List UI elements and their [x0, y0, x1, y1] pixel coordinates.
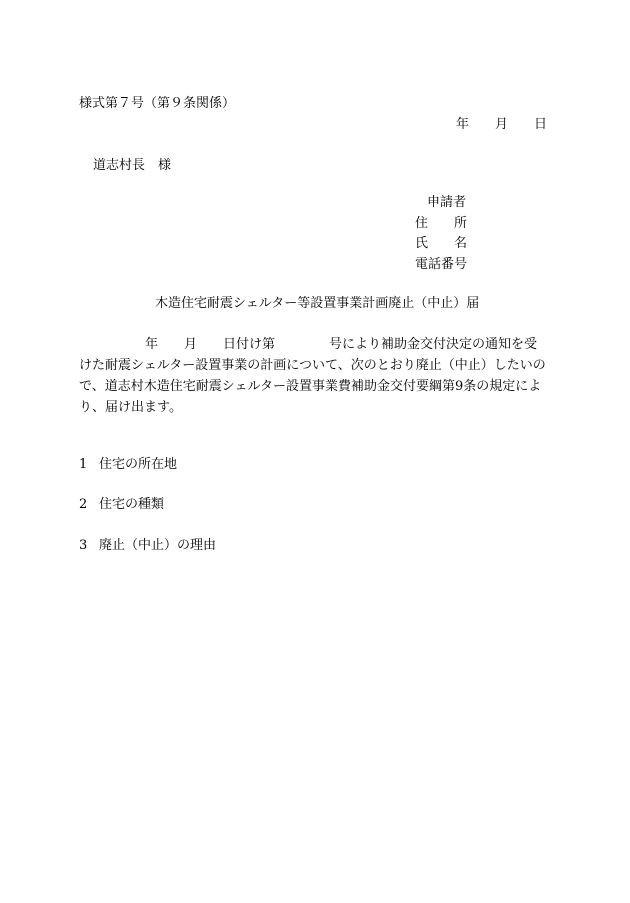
body-line1-rest: 号により補助金交付決定の通知を受 — [329, 337, 538, 352]
date-year: 年 — [456, 117, 470, 132]
list-item-number: 1 — [79, 457, 88, 472]
date-month: 月 — [495, 117, 509, 132]
list-item — [79, 539, 216, 552]
list-item-label: 廃止（中止）の理由 — [99, 538, 217, 553]
list-item-label: 住宅の種類 — [99, 497, 165, 512]
list-item — [79, 458, 177, 471]
applicant-phone-label: 電話番号 — [415, 257, 468, 272]
body-line-2: けた耐震シェルター設置事業の計画について、次のとおり廃止（中止）したいの — [79, 358, 546, 373]
date-line — [456, 118, 547, 131]
body-line-4: り、届け出ます。 — [79, 400, 182, 415]
form-number: 様式第７号（第９条関係） — [79, 96, 236, 111]
body-month: 月 — [184, 337, 198, 352]
body-dated-no: 日付け第 — [223, 337, 276, 352]
body-line-3: で、道志村木造住宅耐震シェルター設置事業費補助金交付要綱第9条の規定によ — [79, 379, 542, 394]
addressee: 道志村長 様 — [93, 158, 172, 173]
list-item-label: 住宅の所在地 — [99, 457, 178, 472]
date-day: 日 — [534, 117, 548, 132]
body-paragraph — [79, 334, 551, 418]
applicant-heading: 申請者 — [427, 195, 467, 210]
body-line-1 — [79, 334, 551, 355]
list-item — [79, 498, 164, 511]
list-item-number: 3 — [79, 538, 88, 553]
applicant-address-label: 住 所 — [415, 216, 468, 231]
document-title: 木造住宅耐震シェルター等設置事業計画廃止（中止）届 — [155, 296, 480, 311]
applicant-name-label: 氏 名 — [415, 236, 468, 251]
list-item-number: 2 — [79, 497, 88, 512]
body-year: 年 — [145, 337, 159, 352]
